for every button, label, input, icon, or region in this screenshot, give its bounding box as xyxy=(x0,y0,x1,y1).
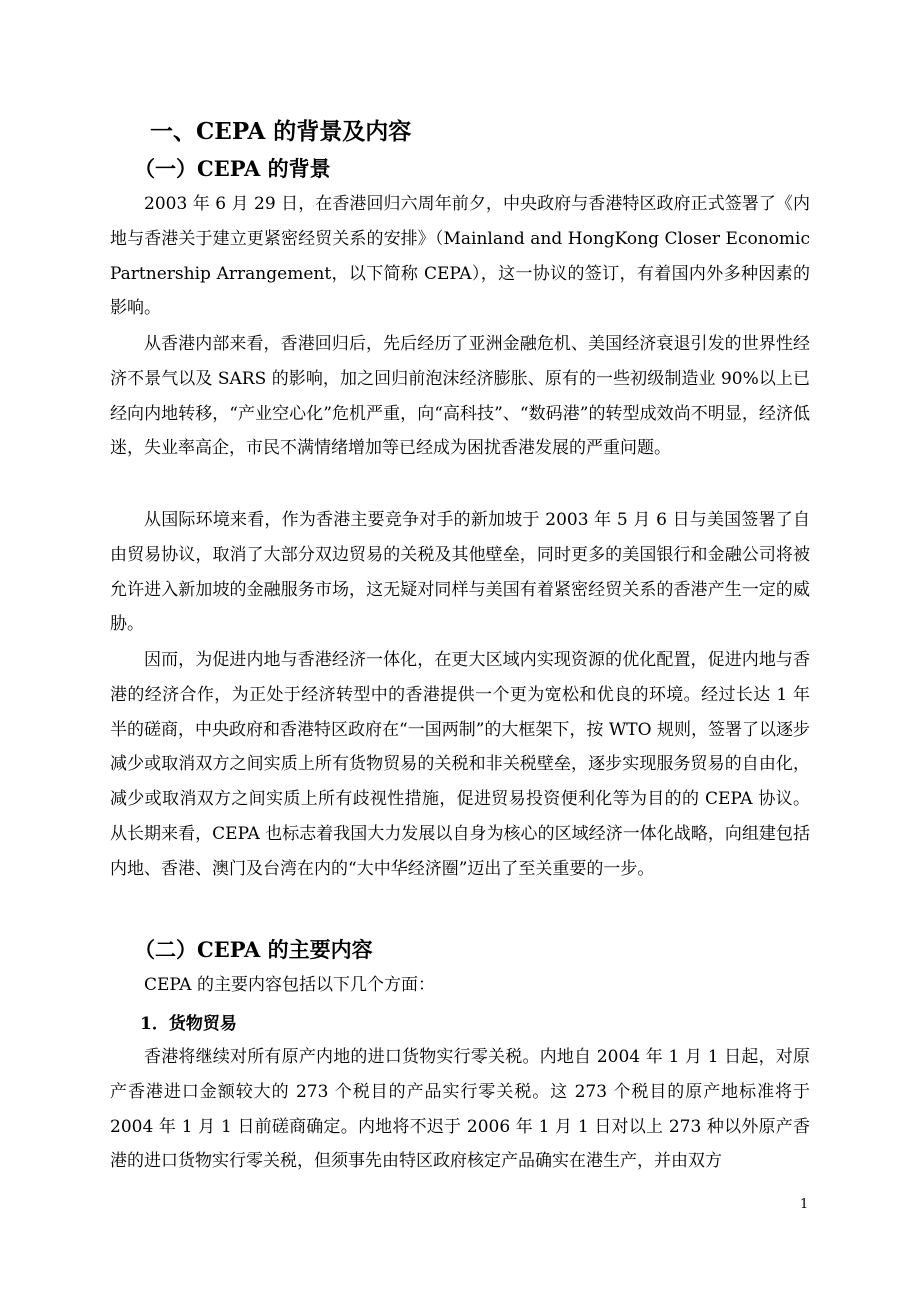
section-1-title: （一）CEPA 的背景 xyxy=(134,156,331,181)
subsection-1-title: 1．货物贸易 xyxy=(140,1014,237,1034)
section-2-title: （二）CEPA 的主要内容 xyxy=(134,937,373,962)
paragraph-1: 2003 年 6 月 29 日，在香港回归六周年前夕，中央政府与香港特区政府正式签署了《内地与香港关于建立更紧密经贸关系的安排》（Mainland and HongKong Closer Economic Partnership Arrangement，以下简称 CEPA），这一协议的签订，有着国内外多种因素的影响。 xyxy=(110,194,810,319)
page-number: 1 xyxy=(800,1197,809,1212)
section-2-intro: CEPA 的主要内容包括以下几个方面： xyxy=(144,975,435,995)
paragraph-3: 从国际环境来看，作为香港主要竞争对手的新加坡于 2003 年 5 月 6 日与美国签署了自由贸易协议，取消了大部分双边贸易的关税及其他壁垒，同时更多的美国银行和金融公司将被允许进入新加坡的金融服务市场，这无疑对同样与美国有着紧密经贸关系的香港产生一定的威胁。 xyxy=(110,510,810,635)
paragraph-4: 因而，为促进内地与香港经济一体化，在更大区域内实现资源的优化配置，促进内地与香港的经济合作，为正处于经济转型中的香港提供一个更为宽松和优良的环境。经过长达 1 年半的磋商，中央政府和香港特区政府在“一国两制”的大框架下，按 WTO 规则，签署了以逐步减少或取消双方之间实质上所有货物贸易的关税和非关税壁垒，逐步实现服务贸易的自由化，减少或取消双方之间实质上所有歧视性措施，促进贸易投资便利化等为目的的 CEPA 协议。从长期来看，CEPA 也标志着我国大力发展以自身为核心的区域经济一体化战略，向组建包括内地、香港、澳门及台湾在内的“大中华经济圈”迈出了至关重要的一步。 xyxy=(110,650,810,879)
paragraph-2: 从香港内部来看，香港回归后，先后经历了亚洲金融危机、美国经济衰退引发的世界性经济不景气以及 SARS 的影响，加之回归前泡沫经济膨胀、原有的一些初级制造业 90%以上已经向内地转移，“产业空心化”危机严重，向“高科技”、“数码港”的转型成效尚不明显，经济低迷，失业率高企，市民不满情绪增加等已经成为困扰香港发展的严重问题。 xyxy=(110,334,810,459)
heading-1: 一、CEPA 的背景及内容 xyxy=(150,118,412,145)
paragraph-5: 香港将继续对所有原产内地的进口货物实行零关税。内地自 2004 年 1 月 1 日起，对原产香港进口金额较大的 273 个税目的产品实行零关税。这 273 个税目的原产地标准将于 2004 年 1 月 1 日前磋商确定。内地将不迟于 2006 年 1 月 1 日对以上 273 种以外原产香港的进口货物实行零关税，但须事先由特区政府核定产品确实在港生产，并由双方 xyxy=(110,1047,810,1172)
